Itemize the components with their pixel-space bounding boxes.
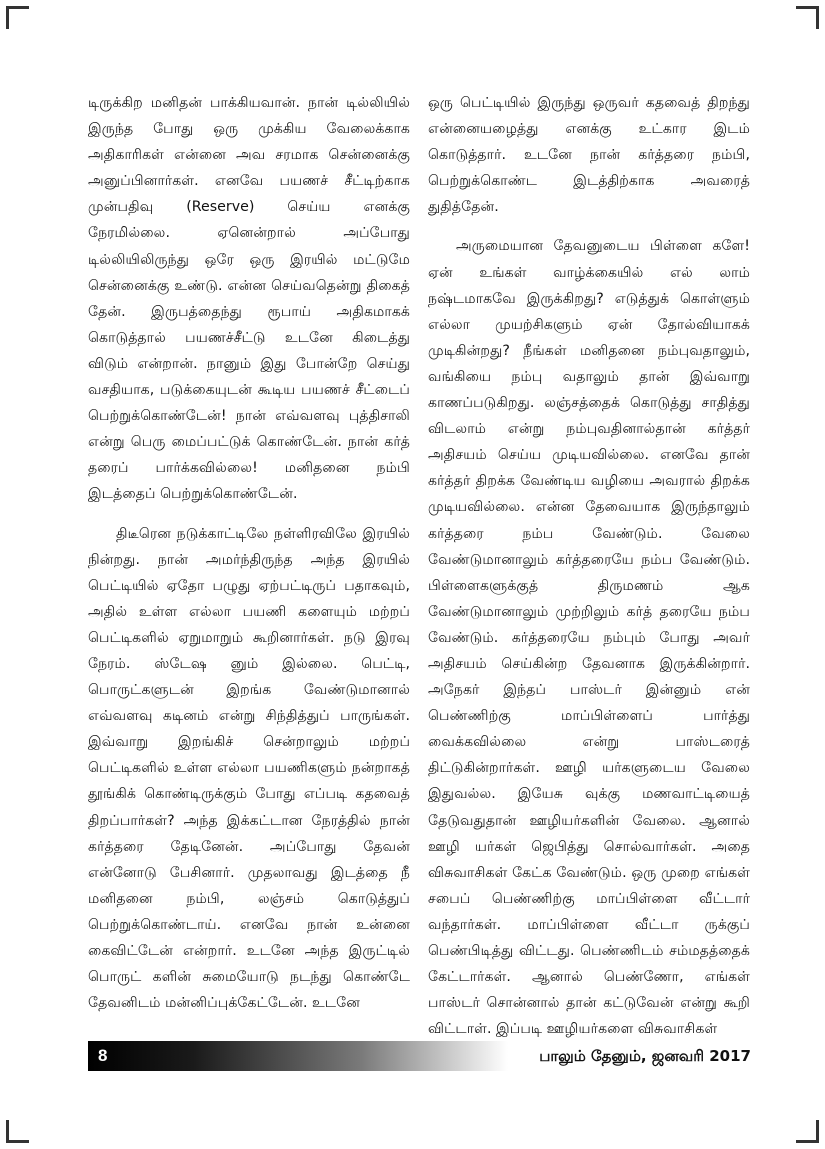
publication-title: பாலும் தேனும், ஜனவரி 2017 (539, 1047, 751, 1065)
paragraph: ஒரு பெட்டியில் இருந்து ஒருவர் கதவைத் திறந்து என்னையழைத்து எனக்கு உட்கார இடம் கொடுத்தார். உடனே நான் கர்த்தரை நம்பி, பெற்றுக்கொண்ட இடத்திற்காக அவரைத் துதித்தேன். (428, 95, 750, 216)
article-left-column (88, 90, 410, 1029)
crop-mark-top-left (6, 6, 29, 29)
paragraph: திடீரென நடுக்காட்டிலே நள்ளிரவிலே இரயில் நின்றது. நான் அமர்ந்திருந்த அந்த இரயில் பெட்டியில் ஏதோ பழுது ஏற்பட்டிருப் பதாகவும், அதில் உள்ள எல்லா பயணி களையும் மற்றப் பெட்டிகளில் ஏறுமாறும் கூறினார்கள். நடு இரவு நேரம். ஸ்டேஷ னும் இல்லை. பெட்டி, பொருட்களுடன் இறங்க வேண்டுமானால் எவ்வளவு கடினம் என்று சிந்தித்துப் பாருங்கள். இவ்வாறு இறங்கிச் சென்றாலும் மற்றப் பெட்டிகளில் உள்ள எல்லா பயணிகளும் நன்றாகத் தூங்கிக் கொண்டிருக்கும் போது எப்படி கதவைத் திறப்பார்கள்? அந்த இக்கட்டான நேரத்தில் நான் கர்த்தரை தேடினேன். அப்போது தேவன் என்னோடு பேசினார். முதலாவது இடத்தை நீ மனிதனை நம்பி, லஞ்சம் கொடுத்துப் பெற்றுக்கொண்டாய். எனவே நான் உன்னை கைவிட்டேன் என்றார். உடனே அந்த இருட்டில் பொருட் களின் சுமையோடு நடந்து கொண்டே தேவனிடம் மன்னிப்புக்கேட்டேன். உடனே (88, 525, 410, 1012)
crop-mark-bottom-left (6, 1120, 29, 1143)
page-number: 8 (98, 1046, 108, 1065)
paragraph: டிருக்கிற மனிதன் பாக்கியவான். நான் டில்லியில் இருந்த போது ஒரு முக்கிய வேலைக்காக அதிகாரிகள் என்னை அவ சரமாக சென்னைக்கு அனுப்பினார்கள். எனவே பயணச் சீட்டிற்காக முன்பதிவு (Reserve) செய்ய எனக்கு நேரமில்லை. ஏனென்றால் அப்போது டில்லியிலிருந்து ஒரே ஒரு இரயில் மட்டுமே சென்னைக்கு உண்டு. என்ன செய்வதென்று திகைத் தேன். இருபத்தைந்து ரூபாய் அதிகமாகக் கொடுத்தால் பயணச்சீட்டு உடனே கிடைத்து விடும் என்றான். நானும் இது போன்றே செய்து வசதியாக, படுக்கையுடன் கூடிய பயணச் சீட்டைப் பெற்றுக்கொண்டேன்! நான் எவ்வளவு புத்திசாலி என்று பெரு மைப்பட்டுக் கொண்டேன். நான் கர்த் தரைப் பார்க்கவில்லை! மனிதனை நம்பி இடத்தைப் பெற்றுக்கொண்டேன். (88, 95, 410, 503)
article-right-column (428, 90, 750, 1055)
footer-gradient-bar (88, 1041, 508, 1071)
crop-mark-bottom-right (796, 1120, 819, 1143)
paragraph: அருமையான தேவனுடைய பிள்ளை களே! ஏன் உங்கள் வாழ்க்கையில் எல் லாம் நஷ்டமாகவே இருக்கிறது? எடுத்துக் கொள்ளும் எல்லா முயற்சிகளும் ஏன் தோல்வியாகக் முடிகின்றது? நீங்கள் மனிதனை நம்புவதாலும், வங்கியை நம்பு வதாலும் தான் இவ்வாறு காணப்படுகிறது. லஞ்சத்தைக் கொடுத்து சாதித்து விடலாம் என்று நம்புவதினால்தான் கர்த்தர் அதிசயம் செய்ய முடியவில்லை. எனவே தான் கர்த்தர் திறக்க வேண்டிய வழியை அவரால் திறக்க முடியவில்லை. என்ன தேவையாக இருந்தாலும் கர்த்தரை நம்ப வேண்டும். வேலை வேண்டுமானாலும் கர்த்தரையே நம்ப வேண்டும். பிள்ளைகளுக்குத் திருமணம் ஆக வேண்டுமானாலும் முற்றிலும் கர்த் தரையே நம்ப வேண்டும். கர்த்தரையே நம்பும் போது அவர் அதிசயம் செய்கின்ற தேவனாக இருக்கின்றார். அநேகர் இந்தப் பாஸ்டர் இன்னும் என் பெண்ணிற்கு மாப்பிள்ளைப் பார்த்து வைக்கவில்லை என்று பாஸ்டரைத் திட்டுகின்றார்கள். ஊழி யர்களுடைய வேலை இதுவல்ல. இயேசு வுக்கு மணவாட்டியைத் தேடுவதுதான் ஊழியர்களின் வேலை. ஆனால் ஊழி யர்கள் ஜெபித்து சொல்வார்கள். அதை விசுவாசிகள் கேட்க வேண்டும். ஒரு முறை எங்கள் சபைப் பெண்ணிற்கு மாப்பிள்ளை வீட்டார் வந்தார்கள். மாப்பிள்ளை வீட்டா ருக்குப் பெண்பிடித்து விட்டது. பெண்ணிடம் சம்மதத்தைக் கேட்டார்கள். ஆனால் பெண்ணோ, எங்கள் பாஸ்டர் சொன்னால் தான் கட்டுவேன் என்று கூறி விட்டாள். இப்படி ஊழியர்களை விசுவாசிகள் (428, 238, 750, 1038)
crop-mark-top-right (796, 6, 819, 29)
